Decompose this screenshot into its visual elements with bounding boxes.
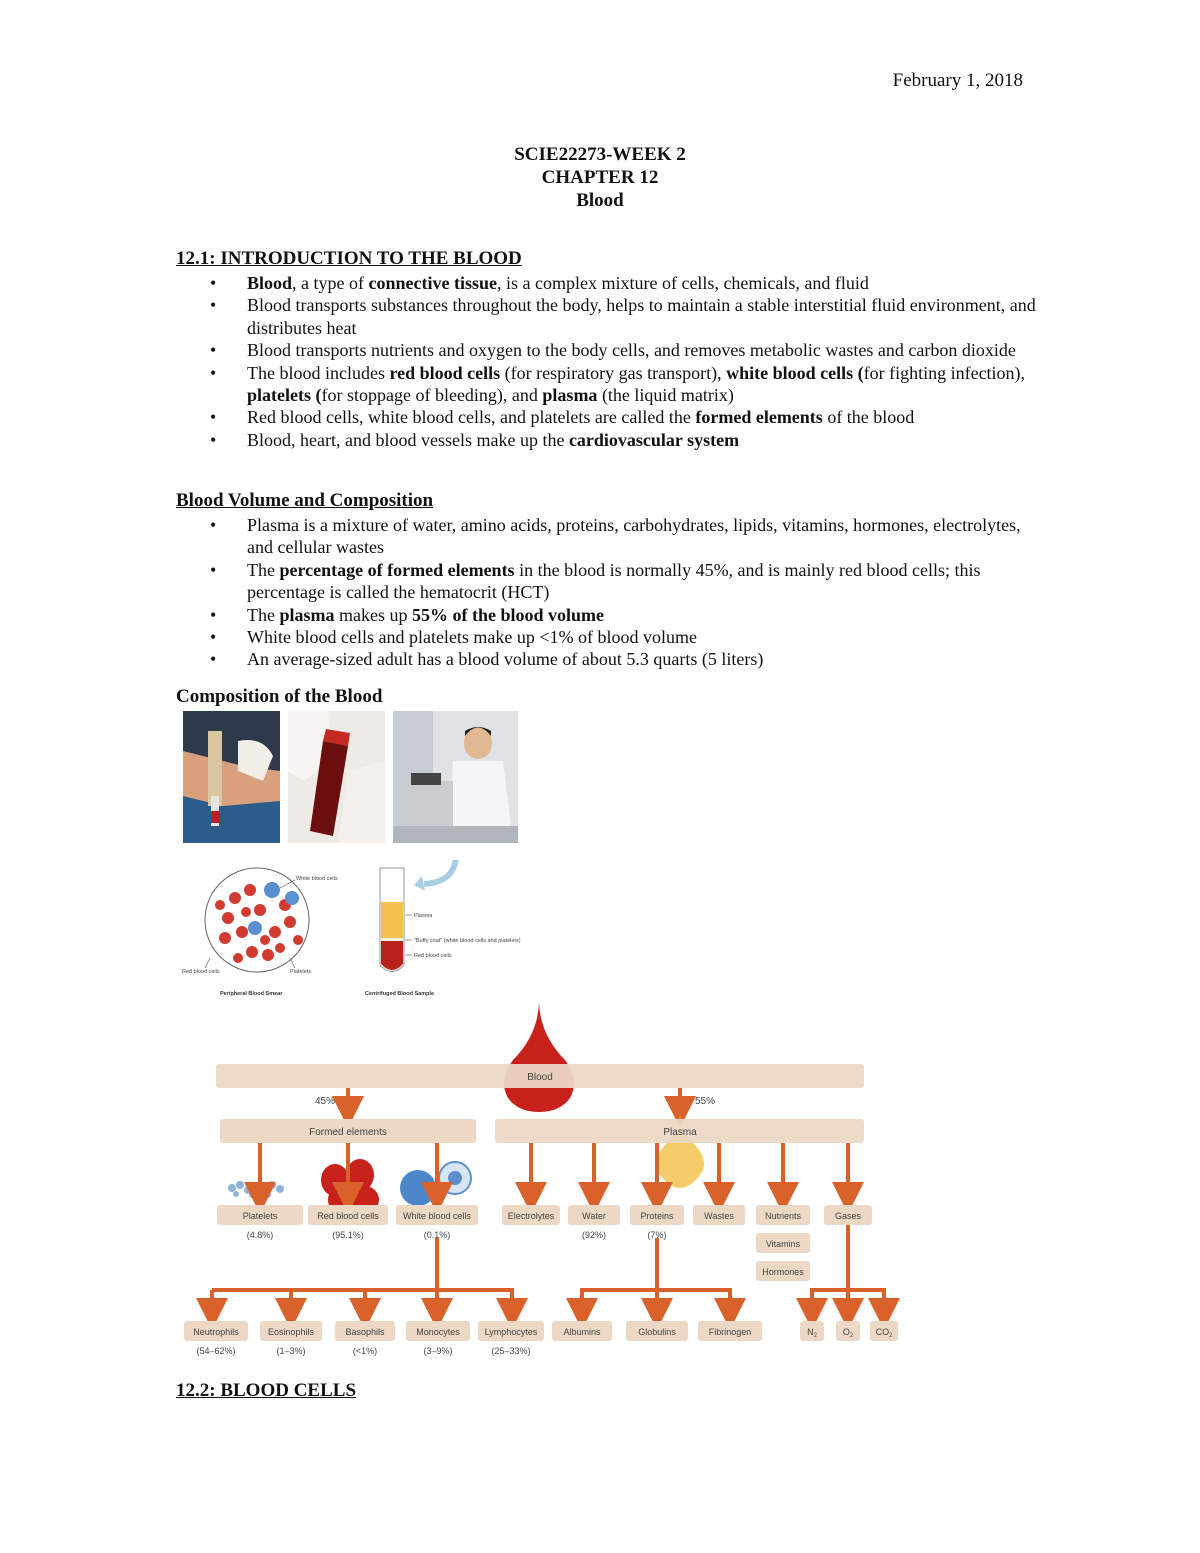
blood-drop-icon — [504, 1002, 574, 1112]
bullet-item — [176, 339, 1036, 361]
flow-pct-water: (92%) — [581, 1230, 607, 1240]
bullet-text: (the liquid matrix) — [597, 385, 734, 406]
bullet-text: (for respiratory gas transport), — [500, 362, 727, 383]
bold-term: cardiovascular system — [568, 429, 740, 450]
bullet-item — [176, 272, 1036, 294]
smear-label-platelets: Platelets — [290, 969, 312, 975]
flow-label-monocytes: Monocytes — [416, 1327, 460, 1337]
flow-label-wastes: Wastes — [704, 1211, 734, 1221]
flow-label-fibrinogen: Fibrinogen — [708, 1327, 752, 1337]
flow-pct-lymphocytes: (25–33%) — [491, 1346, 531, 1356]
bullet-text: Plasma is a mixture of water, amino acids, proteins, carbohydrates, lipids, vitamins, hormones, electrolytes, and cellular wastes — [247, 515, 1021, 558]
figure-heading: Composition of the Blood — [176, 686, 383, 707]
n2-subscript: 2 — [813, 1333, 817, 1339]
flow-label-nutrients: Nutrients — [764, 1211, 802, 1221]
flow-label-plasma: Plasma — [663, 1127, 697, 1138]
bullet-text: Blood, heart, and blood vessels make up the — [247, 429, 569, 450]
n2-base: N — [807, 1327, 814, 1337]
flow-label-globulins: Globulins — [638, 1327, 676, 1337]
blood-smear-circle — [182, 868, 338, 997]
section-heading-intro: 12.1: INTRODUCTION TO THE BLOOD — [176, 248, 522, 269]
document-titles — [0, 143, 1200, 212]
flow-label-wbc: White blood cells — [402, 1211, 472, 1221]
flow-pct-wbc: (0.1%) — [423, 1230, 451, 1240]
co2-subscript: 2 — [889, 1333, 893, 1339]
flow-label-formed-elements: Formed elements — [309, 1127, 387, 1138]
flow-pct-plasma: 55% — [695, 1096, 716, 1107]
bullet-text: The — [247, 559, 280, 580]
flow-label-neutrophils: Neutrophils — [193, 1327, 239, 1337]
bullet-item — [176, 648, 1036, 670]
bullet-text: The — [247, 604, 280, 625]
bullet-item — [176, 294, 1036, 339]
bold-term: formed elements — [695, 407, 823, 428]
flow-label-albumins: Albumins — [563, 1327, 601, 1337]
flow-label-rbc: Red blood cells — [317, 1211, 379, 1221]
intro-bullet-list — [176, 272, 1036, 451]
flow-label-eosinophils: Eosinophils — [267, 1327, 315, 1337]
chapter-title: CHAPTER 12 — [541, 167, 659, 188]
flow-label-platelets: Platelets — [242, 1211, 278, 1221]
tube-caption: Centrifuged Blood Sample — [365, 991, 435, 997]
document-date: February 1, 2018 — [892, 70, 1023, 91]
flow-pct-proteins: (7%) — [647, 1230, 667, 1240]
blood-smear-and-tube-figure — [180, 860, 560, 1000]
bullet-text: An average-sized adult has a blood volume of about 5.3 quarts (5 liters) — [247, 649, 764, 670]
flow-label-electrolytes: Electrolytes — [507, 1211, 555, 1221]
flow-pct-formed: 45% — [314, 1096, 335, 1107]
flow-pct-rbc: (95.1%) — [332, 1230, 364, 1240]
o2-base: O — [842, 1327, 850, 1337]
bullet-text: , a type of — [292, 273, 369, 293]
flow-label-vitamins: Vitamins — [765, 1239, 801, 1249]
flow-pct-eosinophils: (1–3%) — [276, 1346, 306, 1356]
bullet-item — [176, 559, 1036, 604]
flow-pct-neutrophils: (54–62%) — [196, 1346, 236, 1356]
section-heading-blood-cells: 12.2: BLOOD CELLS — [176, 1380, 357, 1401]
blood-tube-photo — [288, 711, 385, 843]
volume-bullet-list — [176, 514, 1036, 671]
flow-label-lymphocytes: Lymphocytes — [484, 1327, 538, 1337]
smear-caption: Peripheral Blood Smear — [220, 991, 283, 997]
blood-draw-photo — [183, 711, 280, 843]
bullet-text: The blood includes — [247, 362, 390, 383]
bullet-text: Blood transports nutrients and oxygen to the body cells, and removes metabolic wastes and carbon dioxide — [247, 340, 1016, 361]
tube-label-plasma: Plasma — [414, 913, 433, 919]
flow-pct-platelets: (4.8%) — [246, 1230, 274, 1240]
smear-label-wbc: White blood cells — [296, 876, 338, 882]
bullet-text: Red blood cells, white blood cells, and platelets are called the — [247, 407, 696, 428]
tube-label-rbc: Red blood cells — [414, 953, 452, 959]
bullet-text: of the blood — [822, 407, 915, 428]
section-heading-volume: Blood Volume and Composition — [176, 490, 434, 511]
bold-term: plasma — [542, 385, 598, 406]
bold-term: connective tissue — [368, 273, 497, 293]
lab-technician-photo — [393, 711, 518, 843]
bullet-text: , is a complex mixture of cells, chemicals, and fluid — [497, 273, 869, 293]
co2-base: CO — [875, 1327, 890, 1337]
bullet-item — [176, 406, 1036, 428]
flow-label-gases: Gases — [834, 1211, 862, 1221]
bold-term: percentage of formed elements — [279, 559, 515, 580]
bullet-text: White blood cells and platelets make up <1% of blood volume — [247, 627, 698, 648]
blood-draw-photos — [183, 711, 518, 843]
o2-subscript: 2 — [849, 1333, 854, 1339]
flow-label-water: Water — [582, 1211, 606, 1221]
smear-label-rbc: Red blood cells — [182, 969, 220, 975]
bold-term: platelets ( — [247, 385, 322, 406]
course-title: SCIE22273-WEEK 2 — [514, 144, 686, 165]
flow-pct-basophils: (<1%) — [352, 1346, 378, 1356]
bullet-item — [176, 514, 1036, 559]
bold-term: red blood cells — [389, 362, 501, 383]
bold-term: white blood cells ( — [726, 362, 864, 383]
flow-pct-monocytes: (3–9%) — [423, 1346, 453, 1356]
flow-label-basophils: Basophils — [345, 1327, 385, 1337]
flow-label-proteins: Proteins — [640, 1211, 674, 1221]
curved-arrow-icon — [424, 860, 456, 884]
bullet-text: makes up — [334, 604, 412, 625]
bullet-text: in the blood is normally 45%, and is mainly red blood cells; this percentage is called the hematocrit (HCT) — [247, 559, 981, 603]
flow-label-hormones: Hormones — [762, 1267, 804, 1277]
bullet-item — [176, 429, 1036, 451]
bold-term: plasma — [279, 604, 335, 625]
bullet-text: for stoppage of bleeding), and — [321, 385, 543, 406]
bold-term: Blood — [247, 273, 293, 293]
blood-composition-flowchart — [180, 1000, 920, 1370]
bullet-item — [176, 626, 1036, 648]
bullet-text: for fighting infection), — [863, 362, 1026, 383]
platelets-icon — [228, 1181, 284, 1198]
tube-label-buffy-coat: "Buffy coat" (white blood cells and platelets) — [414, 938, 521, 944]
bullet-item — [176, 362, 1036, 407]
flow-label-blood: Blood — [527, 1072, 553, 1083]
bold-term: 55% of the blood volume — [411, 604, 604, 625]
bullet-text: Blood transports substances throughout the body, helps to maintain a stable interstitial fluid environment, and distributes heat — [247, 295, 1036, 338]
centrifuge-tube — [365, 868, 521, 997]
bullet-item — [176, 604, 1036, 626]
topic-title: Blood — [576, 190, 624, 211]
